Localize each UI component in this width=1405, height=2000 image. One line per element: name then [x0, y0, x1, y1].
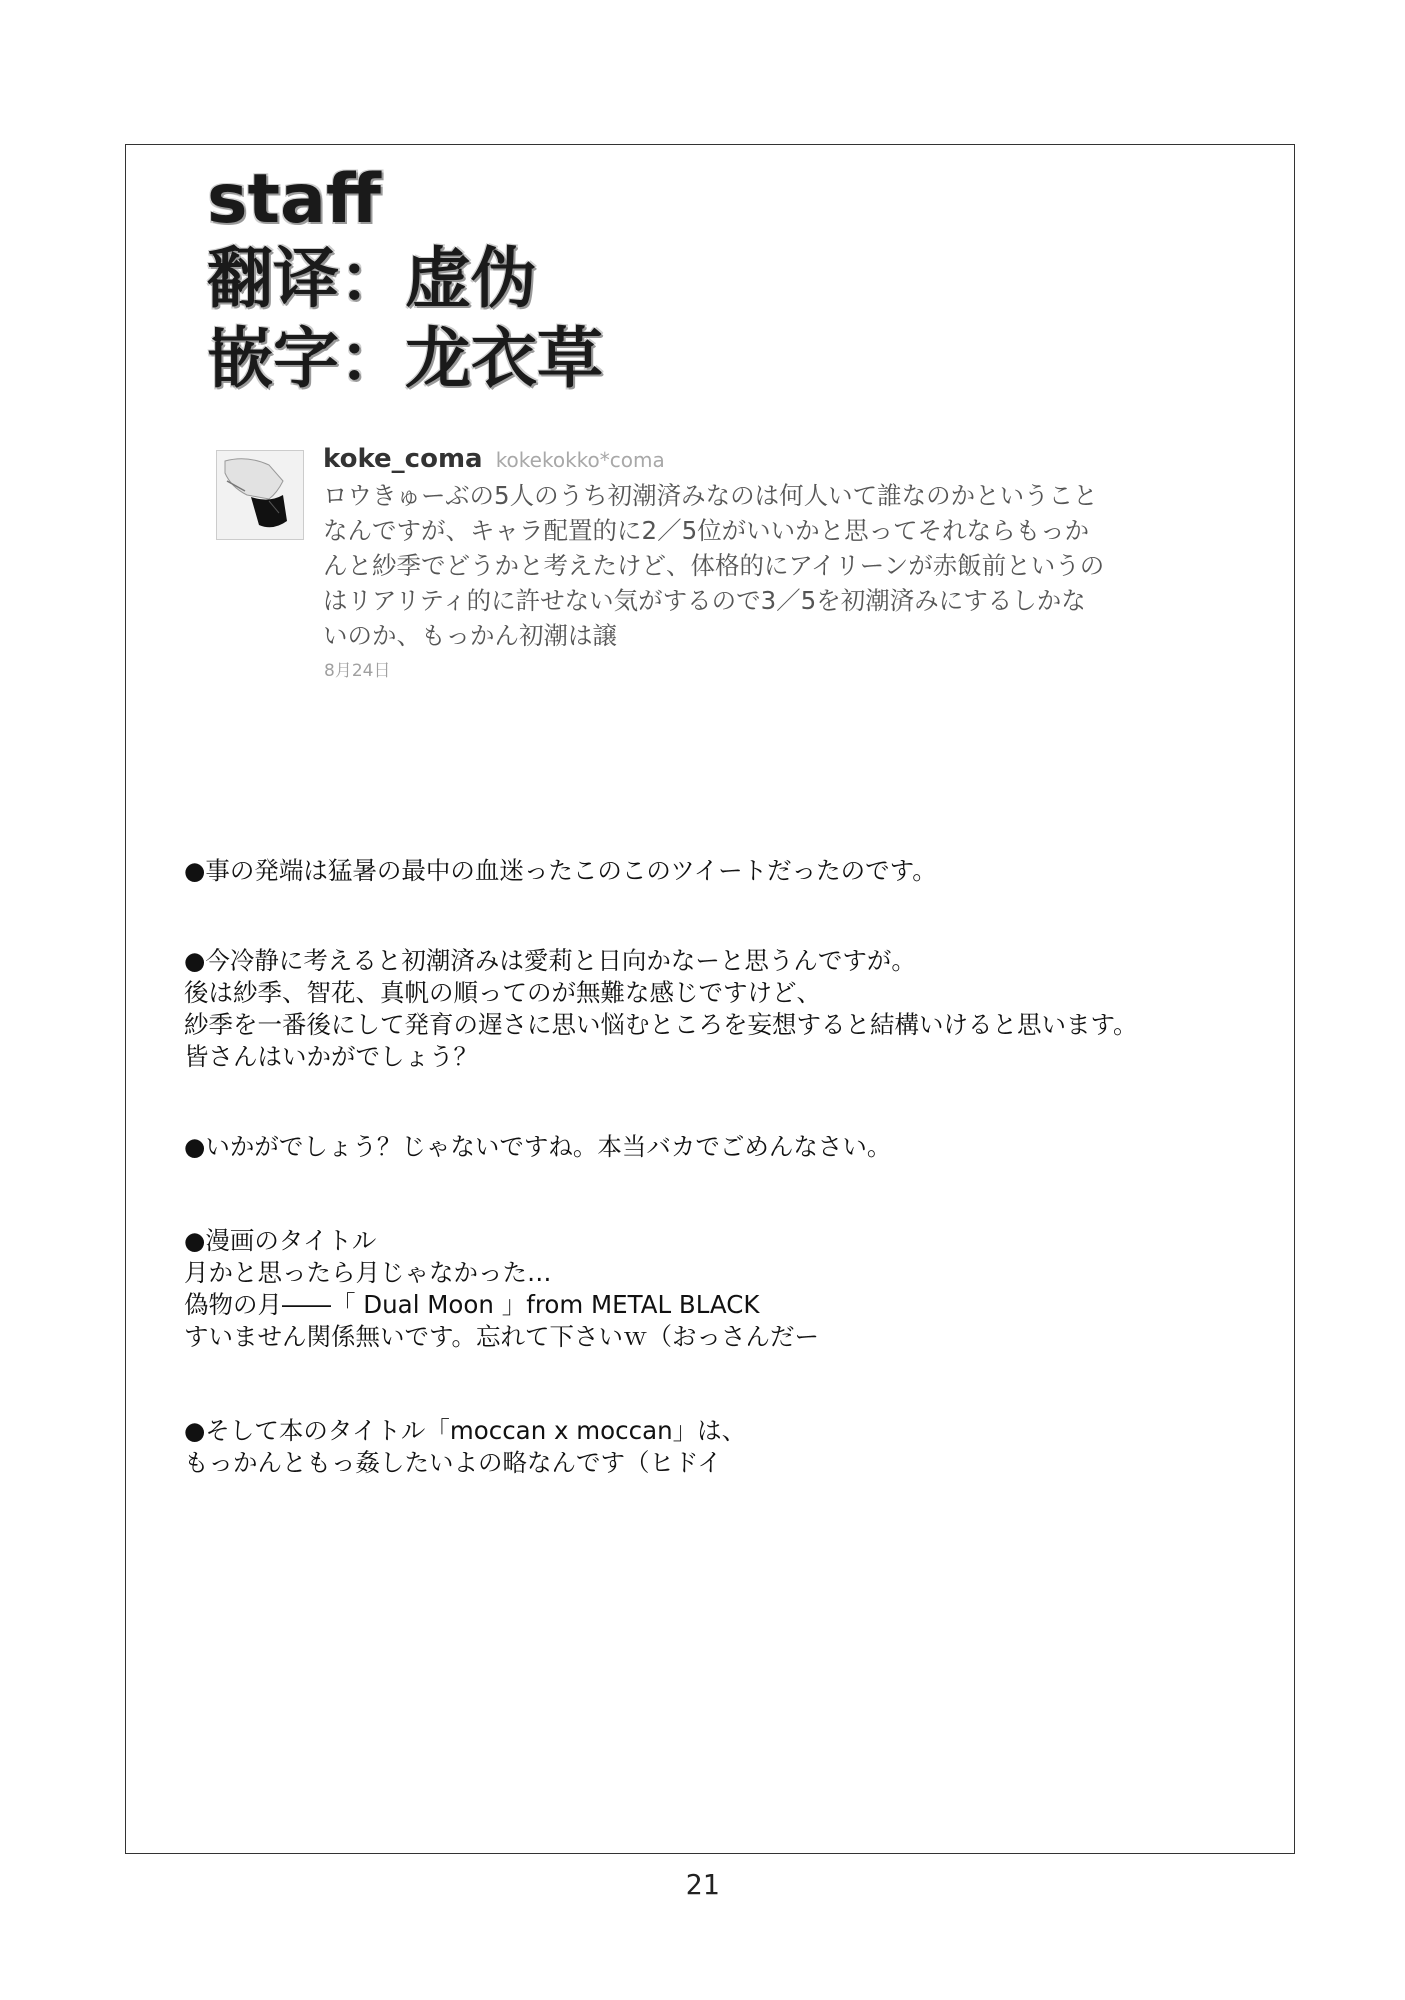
tweet-username[interactable]: koke_coma [323, 444, 483, 474]
tweet-handle: kokekokko*coma [495, 448, 665, 472]
note-line: 紗季を一番後にして発育の遅さに思い悩むところを妄想すると結構いけると思います。 [184, 1010, 1138, 1039]
note-line: すいません関係無いです。忘れて下さいｗ（おっさんだー [184, 1322, 820, 1351]
tweet-header [323, 444, 665, 474]
note-line: もっかんともっ姦したいよの略なんです（ヒドイ [184, 1448, 722, 1477]
avatar [216, 450, 304, 540]
tweet-line: はリアリティ的に許せない気がするので3／5を初潮済みにするしかな [323, 586, 1086, 615]
tweet-text [323, 478, 1153, 653]
note-line: 偽物の月――「 Dual Moon 」from METAL BLACK [184, 1290, 760, 1319]
note-paragraph [184, 855, 1274, 887]
page-number: 21 [685, 1868, 720, 1901]
staff-credits [207, 160, 603, 406]
staff-heading: staff [207, 160, 381, 239]
afterword-notes [184, 855, 1274, 1535]
tweet-card [216, 444, 1156, 684]
note-line: 月かと思ったら月じゃなかった… [184, 1258, 552, 1287]
tweet-date: 8月24日 [324, 661, 391, 681]
note-line: ●事の発端は猛暑の最中の血迷ったこのこのツイートだったのです。 [184, 856, 937, 885]
staff-typesetter: 嵌字：龙衣草 [207, 320, 603, 397]
note-line: 皆さんはいかがでしょう？ [184, 1042, 478, 1071]
note-line: ●今冷静に考えると初潮済みは愛莉と日向かなーと思うんですが。 [184, 946, 916, 975]
tweet-line: ロウきゅーぶの5人のうち初潮済みなのは何人いて誰なのかということ [323, 481, 1098, 510]
tweet-line: んと紗季でどうかと考えたけど、体格的にアイリーンが赤飯前というの [323, 551, 1105, 580]
note-paragraph [184, 1225, 1274, 1353]
note-line: 後は紗季、智花、真帆の順ってのが無難な感じですけど、 [184, 978, 821, 1007]
note-paragraph [184, 945, 1274, 1073]
note-line: ●そして本のタイトル「moccan x moccan」は、 [184, 1416, 747, 1445]
note-line: ●漫画のタイトル [184, 1226, 377, 1255]
staff-translator: 翻译：虚伪 [207, 240, 537, 317]
note-paragraph [184, 1131, 1274, 1163]
tweet-line: いのか、もっかん初潮は譲 [323, 621, 617, 650]
note-line: ●いかがでしょう？じゃないですね。本当バカでごめんなさい。 [184, 1132, 892, 1161]
tweet-line: なんですが、キャラ配置的に2／5位がいいかと思ってそれならもっか [323, 516, 1090, 545]
note-paragraph [184, 1415, 1274, 1479]
